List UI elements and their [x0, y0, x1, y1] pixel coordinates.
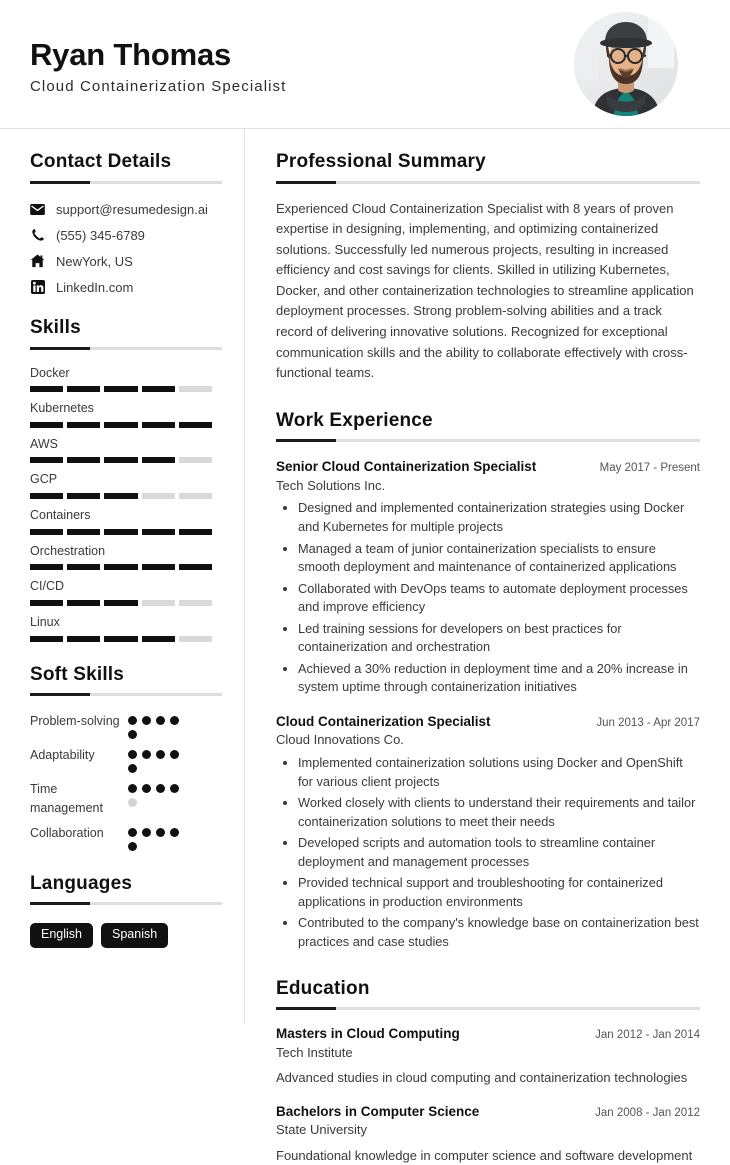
- rating-dot: [128, 798, 137, 807]
- soft-skill-name: Collaboration: [30, 824, 128, 842]
- contact-item-email[interactable]: [30, 202, 222, 217]
- degree-date-range: Jan 2008 - Jan 2012: [595, 1107, 700, 1119]
- contact-value: support@resumedesign.ai: [56, 202, 208, 217]
- job-bullet: • Led training sessions for developers on best practices for containerization and orchestration: [298, 620, 700, 657]
- skill-row: [30, 437, 222, 464]
- section-rule: [276, 1007, 700, 1010]
- education-entry: [276, 1103, 700, 1165]
- skill-segment: [142, 636, 175, 642]
- skills-section: [30, 317, 222, 642]
- section-rule: [30, 347, 222, 350]
- skill-name: Linux: [30, 615, 222, 631]
- soft-skill-name: Problem-solving: [30, 712, 128, 730]
- section-rule: [30, 902, 222, 905]
- skill-level-bar: [30, 529, 212, 535]
- skill-segment: [104, 600, 137, 606]
- contact-item-location[interactable]: [30, 254, 222, 269]
- rating-dot: [128, 784, 137, 793]
- soft-skill-row: [30, 712, 222, 739]
- skill-row: [30, 615, 222, 642]
- skill-segment: [142, 422, 175, 428]
- skill-segment: [67, 529, 100, 535]
- skill-segment: [30, 386, 63, 392]
- skill-name: Containers: [30, 508, 222, 524]
- job-bullet: • Collaborated with DevOps teams to automate deployment processes and improve efficiency: [298, 580, 700, 617]
- skill-segment: [30, 636, 63, 642]
- rating-dot: [170, 828, 179, 837]
- job-bullet: • Provided technical support and troubleshooting for containerized applications in production environments: [298, 874, 700, 911]
- resume-header: [0, 0, 730, 129]
- skill-name: Kubernetes: [30, 401, 222, 417]
- experience-section-title: Work Experience: [276, 410, 700, 433]
- skill-level-bar: [30, 636, 212, 642]
- job-date-range: May 2017 - Present: [600, 462, 700, 474]
- education-list: [276, 1025, 700, 1165]
- skill-segment: [30, 564, 63, 570]
- summary-section: [276, 151, 700, 384]
- skill-segment: [67, 493, 100, 499]
- contact-section-title: Contact Details: [30, 151, 222, 174]
- candidate-name: Ryan Thomas: [30, 37, 286, 73]
- skill-segment: [67, 422, 100, 428]
- phone-icon: [30, 228, 45, 243]
- skill-segment: [104, 636, 137, 642]
- skill-segment: [30, 422, 63, 428]
- linkedin-icon: [30, 280, 45, 295]
- degree-title: Bachelors in Computer Science: [276, 1103, 479, 1121]
- rating-dot: [156, 750, 165, 759]
- skill-segment: [30, 457, 63, 463]
- entry-header: [276, 1025, 700, 1043]
- skill-level-bar: [30, 600, 212, 606]
- skill-segment: [67, 636, 100, 642]
- job-bullet-list: [276, 499, 700, 696]
- skill-segment: [30, 529, 63, 535]
- soft-skills-section-title: Soft Skills: [30, 664, 222, 687]
- job-bullet: • Implemented containerization solutions using Docker and OpenShift for various client projects: [298, 754, 700, 791]
- header-identity: [30, 33, 286, 96]
- rating-dot: [156, 784, 165, 793]
- languages-list: [30, 923, 222, 948]
- skill-segment: [30, 493, 63, 499]
- skill-segment: [142, 600, 175, 606]
- experience-entry: [276, 458, 700, 697]
- skill-name: CI/CD: [30, 579, 222, 595]
- rating-dot: [156, 828, 165, 837]
- school-name: State University: [276, 1121, 700, 1139]
- rating-dot: [170, 784, 179, 793]
- skill-level-bar: [30, 564, 212, 570]
- education-entry: [276, 1025, 700, 1088]
- soft-skills-list: [30, 712, 222, 850]
- skill-level-bar: [30, 386, 212, 392]
- skill-row: [30, 508, 222, 535]
- job-company: Tech Solutions Inc.: [276, 477, 700, 495]
- envelope-icon: [30, 202, 45, 217]
- skill-segment: [179, 457, 212, 463]
- skill-name: GCP: [30, 472, 222, 488]
- skill-segment: [104, 564, 137, 570]
- languages-section: [30, 873, 222, 949]
- school-name: Tech Institute: [276, 1044, 700, 1062]
- skill-segment: [67, 386, 100, 392]
- soft-skill-row: [30, 824, 222, 851]
- skill-segment: [104, 529, 137, 535]
- job-company: Cloud Innovations Co.: [276, 731, 700, 749]
- skill-segment: [179, 529, 212, 535]
- skill-segment: [67, 600, 100, 606]
- contact-value: LinkedIn.com: [56, 280, 133, 295]
- candidate-job-title: Cloud Containerization Specialist: [30, 78, 286, 95]
- skill-row: [30, 579, 222, 606]
- soft-skills-section: [30, 664, 222, 851]
- entry-header: [276, 458, 700, 476]
- degree-title: Masters in Cloud Computing: [276, 1025, 460, 1043]
- skill-segment: [67, 564, 100, 570]
- experience-list: [276, 458, 700, 951]
- skill-segment: [179, 564, 212, 570]
- experience-entry: [276, 713, 700, 952]
- skill-segment: [104, 493, 137, 499]
- skill-segment: [179, 636, 212, 642]
- rating-dot: [170, 716, 179, 725]
- skill-segment: [104, 457, 137, 463]
- degree-description: Advanced studies in cloud computing and containerization technologies: [276, 1068, 700, 1088]
- skill-segment: [142, 493, 175, 499]
- skills-list: [30, 366, 222, 642]
- soft-skill-row: [30, 746, 222, 773]
- skill-segment: [104, 422, 137, 428]
- rating-dot: [142, 716, 151, 725]
- soft-skill-name: Time management: [30, 780, 128, 816]
- section-rule: [30, 693, 222, 696]
- rating-dot: [128, 730, 137, 739]
- skill-segment: [142, 457, 175, 463]
- job-role: Senior Cloud Containerization Specialist: [276, 458, 536, 476]
- skill-segment: [179, 600, 212, 606]
- skills-section-title: Skills: [30, 317, 222, 340]
- job-bullet: • Achieved a 30% reduction in deployment time and a 20% increase in system uptime through containerization initiatives: [298, 660, 700, 697]
- rating-dot: [128, 750, 137, 759]
- job-bullet-list: [276, 754, 700, 951]
- contact-section: [30, 151, 222, 295]
- home-icon: [30, 254, 45, 269]
- contact-item-phone[interactable]: [30, 228, 222, 243]
- job-bullet: • Worked closely with clients to understand their requirements and tailor containerization solutions to meet their needs: [298, 794, 700, 831]
- contact-value: (555) 345-6789: [56, 228, 145, 243]
- degree-date-range: Jan 2012 - Jan 2014: [595, 1029, 700, 1041]
- education-section: [276, 978, 700, 1165]
- profile-photo: [574, 12, 678, 116]
- soft-skill-name: Adaptability: [30, 746, 128, 764]
- skill-level-bar: [30, 493, 212, 499]
- contact-list: [30, 202, 222, 295]
- skill-level-bar: [30, 422, 212, 428]
- skill-segment: [67, 457, 100, 463]
- contact-value: NewYork, US: [56, 254, 133, 269]
- soft-skill-rating: [128, 746, 190, 773]
- job-bullet: • Designed and implemented containerization strategies using Docker and Kubernetes for multiple projects: [298, 499, 700, 536]
- summary-section-title: Professional Summary: [276, 151, 700, 174]
- section-rule: [276, 439, 700, 442]
- skill-row: [30, 544, 222, 571]
- skill-segment: [142, 529, 175, 535]
- entry-header: [276, 713, 700, 731]
- soft-skill-rating: [128, 824, 190, 851]
- skill-segment: [179, 422, 212, 428]
- rating-dot: [142, 784, 151, 793]
- job-bullet: • Contributed to the company's knowledge base on containerization best practices and case studies: [298, 914, 700, 951]
- job-date-range: Jun 2013 - Apr 2017: [596, 717, 700, 729]
- education-section-title: Education: [276, 978, 700, 1001]
- skill-segment: [104, 386, 137, 392]
- skill-level-bar: [30, 457, 212, 463]
- soft-skill-row: [30, 780, 222, 816]
- languages-section-title: Languages: [30, 873, 222, 896]
- skill-segment: [179, 493, 212, 499]
- sidebar: [0, 129, 245, 1024]
- entry-header: [276, 1103, 700, 1121]
- skill-name: Docker: [30, 366, 222, 382]
- rating-dot: [128, 828, 137, 837]
- section-rule: [30, 181, 222, 184]
- rating-dot: [156, 716, 165, 725]
- rating-dot: [170, 750, 179, 759]
- job-bullet: • Developed scripts and automation tools to streamline container deployment and management processes: [298, 834, 700, 871]
- section-rule: [276, 181, 700, 184]
- skill-name: AWS: [30, 437, 222, 453]
- skill-row: [30, 472, 222, 499]
- skill-row: [30, 401, 222, 428]
- language-badge: English: [30, 923, 93, 948]
- rating-dot: [142, 750, 151, 759]
- job-bullet: • Managed a team of junior containerization specialists to ensure smooth deployment and maintenance of containerized applications: [298, 540, 700, 577]
- skill-segment: [142, 564, 175, 570]
- soft-skill-rating: [128, 712, 190, 739]
- rating-dot: [128, 842, 137, 851]
- summary-text: Experienced Cloud Containerization Specialist with 8 years of proven expertise in designing, implementing, and optimizing containerized solutions. Successfully led numerous projects, resulting in increased efficiency and cost savings for clients. Skilled in utilizing Kubernetes, Docker, and other containerization technologies to streamline application deployment processes. Strong problem-solving abilities and a track record of delivering innovative solutions. Recognized for exceptional communication skills and the ability to collaborate effectively with cross-functional teams.: [276, 199, 700, 384]
- degree-description: Foundational knowledge in computer science and software development: [276, 1146, 700, 1165]
- skill-segment: [142, 386, 175, 392]
- language-badge: Spanish: [101, 923, 168, 948]
- resume-body: [0, 129, 730, 1024]
- skill-segment: [30, 600, 63, 606]
- contact-item-linkedin[interactable]: [30, 280, 222, 295]
- skill-name: Orchestration: [30, 544, 222, 560]
- main-content: [245, 129, 730, 1024]
- rating-dot: [128, 764, 137, 773]
- skill-segment: [179, 386, 212, 392]
- experience-section: [276, 410, 700, 952]
- skill-row: [30, 366, 222, 393]
- soft-skill-rating: [128, 780, 190, 807]
- job-role: Cloud Containerization Specialist: [276, 713, 491, 731]
- rating-dot: [128, 716, 137, 725]
- rating-dot: [142, 828, 151, 837]
